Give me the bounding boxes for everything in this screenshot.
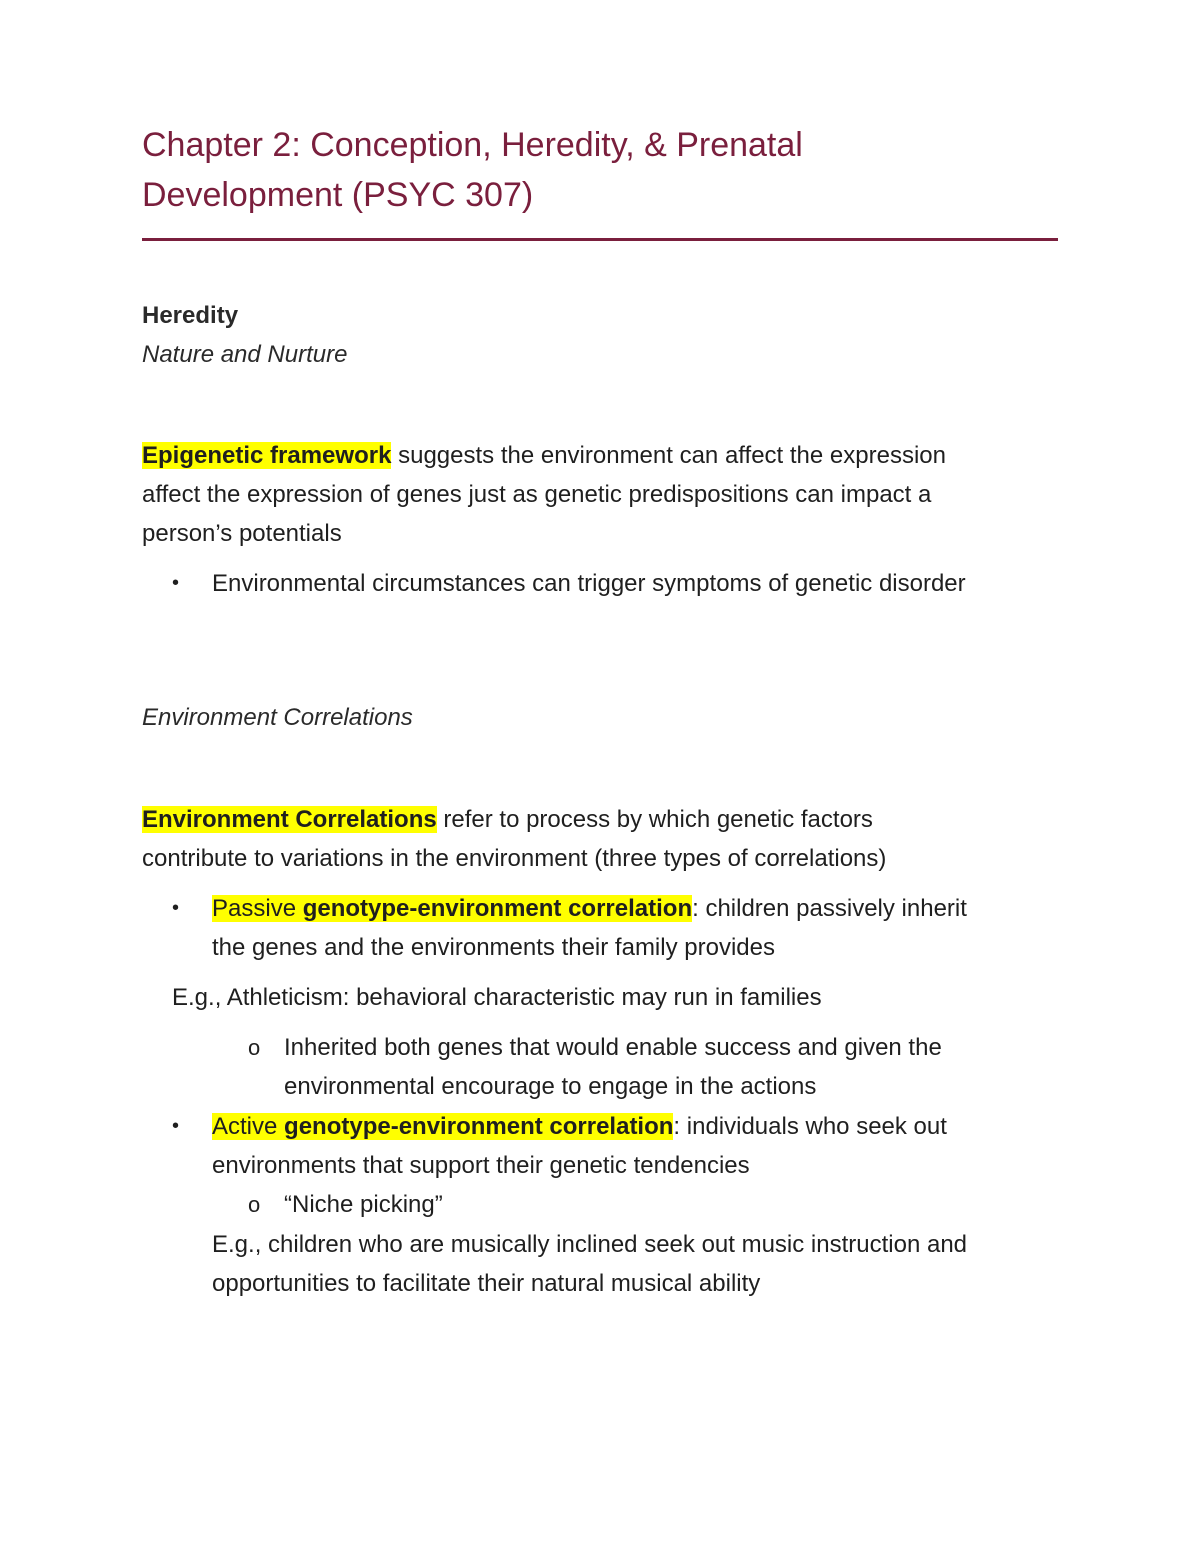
subheading-nature-nurture: Nature and Nurture — [142, 341, 348, 368]
active-line-2: environments that support their genetic tendencies — [212, 1152, 750, 1179]
eg-music-line-2: opportunities to facilitate their natural musical ability — [212, 1270, 761, 1297]
passive-line-1 — [212, 889, 967, 928]
term-passive-correlation: genotype-environment correlation — [296, 895, 692, 922]
env-corr-line-1 — [142, 800, 873, 839]
epigenetic-line-1-rest: suggests the environment can affect the expression — [391, 442, 946, 469]
title-line-1: Chapter 2: Conception, Heredity, & Prenatal — [142, 126, 803, 164]
eg-athleticism: E.g., Athleticism: behavioral characteristic may run in families — [172, 984, 822, 1011]
passive-line-1-rest: : children passively inherit — [692, 895, 967, 922]
bullet-icon: • — [172, 897, 180, 919]
active-line-1-rest: : individuals who seek out — [673, 1113, 947, 1140]
inherited-line-1: Inherited both genes that would enable success and given the — [284, 1034, 942, 1061]
passive-line-2: the genes and the environments their family provides — [212, 934, 775, 961]
title-line-2: Development (PSYC 307) — [142, 176, 534, 214]
epigenetic-line-3: person’s potentials — [142, 520, 342, 547]
circle-bullet-icon: o — [248, 1192, 261, 1217]
env-corr-line-1-rest: refer to process by which genetic factors — [436, 806, 873, 833]
bullet-env-trigger: Environmental circumstances can trigger symptoms of genetic disorder — [212, 570, 966, 597]
eg-music-line-1: E.g., children who are musically inclined seek out music instruction and — [212, 1231, 968, 1258]
term-active: Active — [212, 1113, 278, 1140]
epigenetic-line-1 — [142, 436, 946, 475]
bullet-icon: • — [172, 572, 180, 594]
circle-bullet-icon: o — [248, 1035, 261, 1060]
title-divider — [142, 238, 1058, 241]
section-heading-heredity: Heredity — [142, 302, 239, 329]
bullet-icon: • — [172, 1115, 180, 1137]
active-line-1 — [212, 1107, 947, 1146]
term-epigenetic-framework: Epigenetic framework — [142, 442, 392, 469]
document-title — [142, 120, 1062, 220]
term-passive: Passive — [212, 895, 297, 922]
niche-picking: “Niche picking” — [284, 1191, 443, 1218]
env-corr-line-2: contribute to variations in the environment (three types of correlations) — [142, 845, 887, 872]
term-environment-correlations: Environment Correlations — [142, 806, 437, 833]
term-active-correlation: genotype-environment correlation — [277, 1113, 673, 1140]
epigenetic-line-2: affect the expression of genes just as genetic predispositions can impact a — [142, 481, 932, 508]
subheading-env-correlations: Environment Correlations — [142, 704, 413, 731]
inherited-line-2: environmental encourage to engage in the actions — [284, 1073, 817, 1100]
